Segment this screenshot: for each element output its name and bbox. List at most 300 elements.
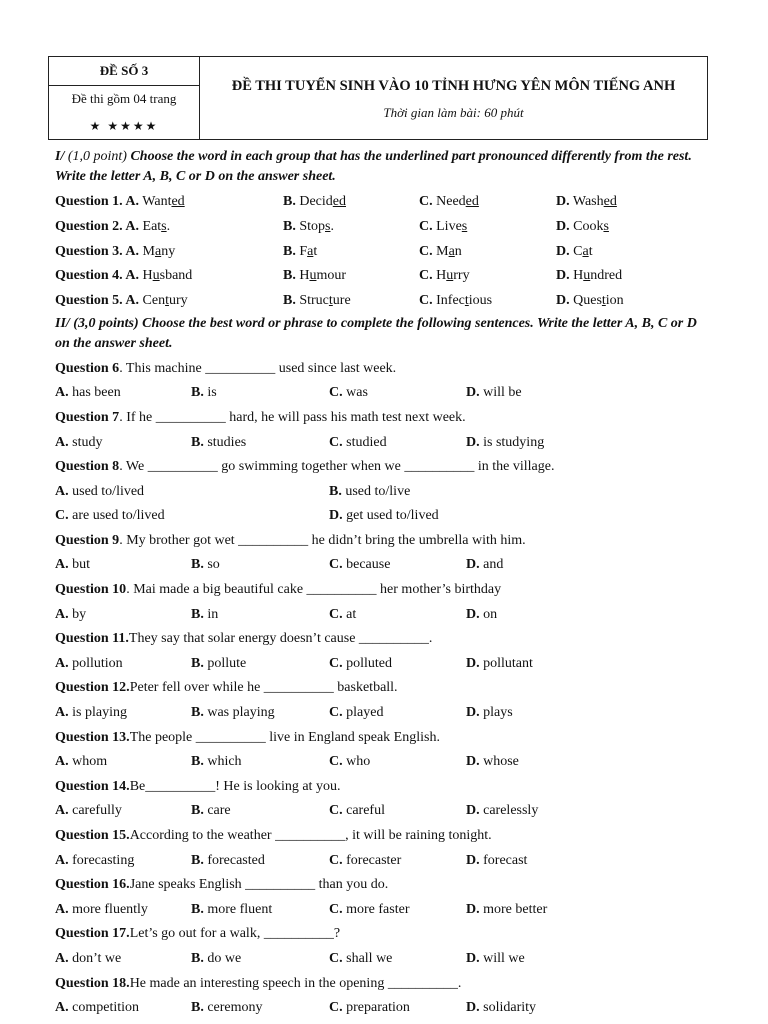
- question-stem: [55, 578, 715, 603]
- question-number: Question 11.: [55, 631, 129, 647]
- option-letter: A.: [55, 557, 69, 573]
- underlined-part: s: [461, 219, 468, 235]
- option-c: [419, 268, 556, 284]
- word-part: Want: [142, 194, 172, 210]
- question-number: Question 8: [55, 459, 120, 475]
- word-part: ure: [332, 293, 351, 309]
- word-part: t: [588, 243, 593, 259]
- option-letter: B.: [191, 901, 204, 917]
- option-text: will we: [479, 950, 525, 966]
- option-b: [191, 607, 329, 623]
- option-text: don’t we: [68, 950, 122, 966]
- option-text: because: [342, 557, 391, 573]
- option-b: [191, 435, 329, 451]
- option-text: carefully: [68, 803, 122, 819]
- option-d: [466, 385, 715, 401]
- option-letter: C.: [419, 293, 433, 309]
- option-a: [55, 385, 191, 401]
- question-stem: [55, 775, 715, 800]
- option-letter: B.: [283, 219, 296, 235]
- question-number: Question 15.: [55, 828, 130, 844]
- option-letter: C.: [329, 557, 343, 573]
- word-part: ndred: [590, 268, 623, 284]
- section-1-points: (1,0 point): [67, 149, 127, 164]
- word-part: Eat: [142, 219, 162, 235]
- option-letter: B.: [329, 483, 342, 499]
- option-b: [191, 557, 329, 573]
- question-number: Question 16.: [55, 877, 130, 893]
- pronunciation-row: [55, 190, 715, 215]
- option-text: solidarity: [479, 1000, 537, 1016]
- pronunciation-row: [55, 215, 715, 240]
- option-text: pollute: [203, 655, 247, 671]
- option-text: which: [203, 754, 242, 770]
- options-row: [55, 553, 715, 578]
- section-2-lead: II/: [55, 316, 70, 332]
- option-letter: C.: [329, 950, 343, 966]
- underlined-part: u: [309, 268, 317, 284]
- section-1-text: Choose the word in each group that has the underlined part pronounced differently from the rest. Write the letter A, B, C or D on the answer sheet.: [55, 149, 692, 184]
- underlined-part: a: [448, 243, 455, 259]
- option-a: [55, 1000, 191, 1016]
- option-letter: B.: [191, 852, 204, 868]
- underlined-part: a: [307, 243, 314, 259]
- option-text: shall we: [342, 950, 393, 966]
- option-d: [466, 853, 715, 869]
- option-b: [283, 293, 419, 309]
- option-a: [55, 435, 191, 451]
- option-letter: B.: [191, 705, 204, 721]
- exam-time: Thời gian làm bài: 60 phút: [383, 104, 524, 120]
- option-a: [55, 656, 191, 672]
- option-d: [466, 951, 715, 967]
- option-text: and: [479, 557, 504, 573]
- option-letter: C.: [419, 243, 433, 259]
- option-letter: C.: [329, 1000, 343, 1016]
- option-letter: B.: [191, 655, 204, 671]
- option-text: is playing: [68, 705, 127, 721]
- option-letter: A.: [55, 803, 69, 819]
- option-text: get used to/lived: [342, 508, 439, 524]
- option-letter: D.: [466, 950, 480, 966]
- word-part: Struc: [299, 293, 329, 309]
- option-c: [329, 385, 466, 401]
- question-stem: [55, 725, 715, 750]
- word-part: Cook: [573, 219, 604, 235]
- option-d: [466, 656, 715, 672]
- word-part: H: [142, 268, 153, 284]
- option-c: [329, 435, 466, 451]
- question-number: Question 12.: [55, 680, 130, 696]
- option-a: [55, 484, 329, 500]
- option-text: forecasting: [68, 852, 135, 868]
- option-d: [466, 754, 715, 770]
- option-letter: A.: [55, 483, 69, 499]
- option-d: [466, 607, 715, 623]
- options-row: [55, 996, 715, 1021]
- question-label: Question 3. A.: [55, 243, 140, 259]
- option-d: [556, 194, 715, 210]
- option-a: [55, 902, 191, 918]
- option-text: forecaster: [342, 852, 402, 868]
- option-letter: A.: [55, 705, 69, 721]
- question-label: Question 4. A.: [55, 268, 140, 284]
- section-2-instructions: [55, 314, 715, 354]
- section-2-points: (3,0 points): [73, 316, 139, 332]
- option-letter: B.: [191, 606, 204, 622]
- option-letter: A.: [55, 606, 69, 622]
- option-text: is: [203, 385, 217, 401]
- option-text: in: [203, 606, 219, 622]
- option-text: played: [342, 705, 384, 721]
- option-a: [55, 607, 191, 623]
- option-a: [55, 557, 191, 573]
- option-b: [191, 754, 329, 770]
- option-letter: C.: [329, 705, 343, 721]
- question-number: Question 9: [55, 532, 120, 548]
- options-row: [55, 799, 715, 824]
- question-label: Question 2. A.: [55, 219, 140, 235]
- option-letter: D.: [466, 434, 480, 450]
- option-c: [419, 194, 556, 210]
- underlined-part: u: [152, 268, 160, 284]
- underlined-part: a: [582, 243, 589, 259]
- option-letter: D.: [466, 655, 480, 671]
- exam-content: [55, 147, 715, 1020]
- word-part: Ques: [573, 293, 602, 309]
- option-a: [55, 853, 191, 869]
- question-text: . If he __________ hard, he will pass his math test next week.: [119, 409, 466, 425]
- question-text: They say that solar energy doesn’t cause __________.: [128, 631, 433, 647]
- option-text: competition: [68, 1000, 140, 1016]
- option-text: forecasted: [203, 852, 265, 868]
- underlined-part: ed: [171, 194, 185, 210]
- option-d: [466, 902, 715, 918]
- word-part: Live: [436, 219, 462, 235]
- question-stem: [55, 824, 715, 849]
- word-part: .: [330, 219, 334, 235]
- option-c: [419, 293, 556, 309]
- word-part: Cen: [142, 293, 166, 309]
- option-d: [329, 508, 715, 524]
- option-a: [55, 268, 283, 284]
- option-b: [191, 803, 329, 819]
- question-stem: [55, 676, 715, 701]
- option-c: [329, 557, 466, 573]
- option-letter: A.: [55, 655, 69, 671]
- exam-title-box: [200, 57, 707, 139]
- option-letter: C.: [329, 655, 343, 671]
- option-text: careful: [342, 803, 385, 819]
- question-number: Question 7: [55, 409, 120, 425]
- question-text: Be__________! He is looking at you.: [129, 778, 341, 794]
- options-row: [55, 898, 715, 923]
- question-text: Let’s go out for a walk, __________?: [129, 926, 341, 942]
- option-c: [419, 219, 556, 235]
- option-text: polluted: [342, 655, 393, 671]
- word-part: H: [436, 268, 447, 284]
- option-letter: B.: [191, 950, 204, 966]
- option-text: study: [68, 434, 103, 450]
- option-letter: B.: [283, 243, 296, 259]
- underlined-part: u: [446, 268, 454, 284]
- option-d: [466, 803, 715, 819]
- option-text: forecast: [479, 852, 528, 868]
- option-letter: B.: [191, 1000, 204, 1016]
- question-number: Question 18.: [55, 975, 130, 991]
- word-part: M: [436, 243, 449, 259]
- option-d: [466, 1000, 715, 1016]
- option-text: was playing: [203, 705, 275, 721]
- option-text: who: [342, 754, 371, 770]
- option-letter: C.: [329, 803, 343, 819]
- option-text: care: [203, 803, 231, 819]
- option-d: [556, 268, 715, 284]
- option-a: [55, 194, 283, 210]
- question-stem: [55, 406, 715, 431]
- question-stem: [55, 356, 715, 381]
- word-part: C: [573, 243, 583, 259]
- option-a: [55, 754, 191, 770]
- underlined-part: s: [325, 219, 331, 235]
- option-b: [191, 902, 329, 918]
- option-text: more fluent: [203, 901, 273, 917]
- option-b: [283, 219, 419, 235]
- word-part: H: [573, 268, 584, 284]
- option-text: whom: [68, 754, 108, 770]
- option-text: at: [342, 606, 357, 622]
- option-d: [466, 557, 715, 573]
- option-letter: D.: [466, 852, 480, 868]
- option-d: [556, 219, 715, 235]
- word-part: .: [166, 219, 171, 235]
- word-part: Decid: [299, 194, 333, 210]
- options-row: [55, 430, 715, 455]
- option-text: whose: [479, 754, 519, 770]
- option-letter: A.: [55, 852, 69, 868]
- option-c: [329, 607, 466, 623]
- option-letter: A.: [55, 1000, 69, 1016]
- option-letter: C.: [329, 754, 343, 770]
- word-part: H: [299, 268, 310, 284]
- option-text: plays: [479, 705, 513, 721]
- question-number: Question 17.: [55, 926, 130, 942]
- options-row: [55, 479, 715, 504]
- question-label: Question 5. A.: [55, 293, 140, 309]
- option-d: [466, 705, 715, 721]
- option-letter: D.: [556, 219, 570, 235]
- option-a: [55, 705, 191, 721]
- option-letter: C.: [329, 901, 343, 917]
- option-d: [556, 293, 715, 309]
- option-a: [55, 219, 283, 235]
- option-a: [55, 293, 283, 309]
- question-text: . Mai made a big beautiful cake __________ her mother’s birthday: [126, 582, 502, 598]
- section-1-instructions: [55, 147, 715, 187]
- option-b: [191, 951, 329, 967]
- options-row: [55, 947, 715, 972]
- option-letter: A.: [55, 754, 69, 770]
- option-letter: D.: [329, 508, 343, 524]
- underlined-part: s: [161, 219, 167, 235]
- option-letter: D.: [466, 803, 480, 819]
- option-letter: A.: [55, 901, 69, 917]
- option-text: more better: [479, 901, 548, 917]
- option-text: was: [342, 385, 368, 401]
- option-text: used to/live: [341, 483, 411, 499]
- option-c: [329, 1000, 466, 1016]
- option-c: [329, 754, 466, 770]
- word-part: sband: [159, 268, 193, 284]
- underlined-part: ed: [465, 194, 479, 210]
- option-text: do we: [203, 950, 242, 966]
- star-rating: ★ ★★★★: [89, 118, 159, 133]
- option-text: studies: [203, 434, 247, 450]
- word-part: F: [299, 243, 308, 259]
- option-letter: B.: [191, 557, 204, 573]
- option-text: carelessly: [479, 803, 539, 819]
- question-stem: [55, 455, 715, 480]
- underlined-part: t: [464, 293, 469, 309]
- option-c: [419, 244, 556, 260]
- question-label: Question 1. A.: [55, 194, 140, 210]
- option-c: [329, 853, 466, 869]
- question-text: Jane speaks English __________ than you do.: [129, 877, 389, 893]
- option-letter: C.: [419, 194, 433, 210]
- word-part: Need: [436, 194, 466, 210]
- question-stem: [55, 922, 715, 947]
- option-c: [329, 705, 466, 721]
- option-d: [556, 244, 715, 260]
- option-letter: D.: [556, 268, 570, 284]
- pronunciation-row: [55, 289, 715, 314]
- question-number: Question 13.: [55, 729, 130, 745]
- option-letter: D.: [466, 1000, 480, 1016]
- underlined-part: ed: [332, 194, 346, 210]
- options-row: [55, 848, 715, 873]
- option-letter: A.: [55, 434, 69, 450]
- option-letter: C.: [419, 219, 433, 235]
- question-text: . My brother got wet __________ he didn’t bring the umbrella with him.: [119, 532, 526, 548]
- option-letter: C.: [55, 508, 69, 524]
- underlined-part: t: [165, 293, 169, 309]
- option-text: on: [479, 606, 498, 622]
- option-letter: B.: [283, 293, 296, 309]
- option-b: [329, 484, 715, 500]
- option-letter: D.: [556, 293, 570, 309]
- question-stem: [55, 627, 715, 652]
- underlined-part: u: [583, 268, 591, 284]
- word-part: M: [142, 243, 155, 259]
- option-b: [191, 705, 329, 721]
- option-text: studied: [342, 434, 387, 450]
- options-row: [55, 652, 715, 677]
- underlined-part: s: [603, 219, 609, 235]
- page-count: Đề thi gồm 04 trang: [71, 91, 177, 107]
- option-text: pollutant: [479, 655, 533, 671]
- underlined-part: t: [601, 293, 606, 309]
- option-text: has been: [68, 385, 121, 401]
- option-letter: C.: [329, 434, 343, 450]
- word-part: rry: [453, 268, 470, 284]
- option-text: will be: [479, 385, 522, 401]
- exam-info-box: [49, 57, 200, 139]
- option-letter: A.: [55, 950, 69, 966]
- pronunciation-questions: [55, 190, 715, 313]
- option-letter: D.: [466, 557, 480, 573]
- option-b: [191, 1000, 329, 1016]
- option-letter: B.: [191, 803, 204, 819]
- question-stem: [55, 971, 715, 996]
- option-b: [191, 385, 329, 401]
- option-letter: D.: [466, 606, 480, 622]
- option-letter: B.: [191, 754, 204, 770]
- underlined-part: a: [154, 243, 162, 259]
- word-part: Stop: [299, 219, 326, 235]
- option-letter: B.: [283, 268, 296, 284]
- option-letter: D.: [556, 243, 570, 259]
- exam-title: ĐỀ THI TUYỂN SINH VÀO 10 TỈNH HƯNG YÊN MÔN TIẾNG ANH: [231, 77, 676, 94]
- word-part: mour: [316, 268, 347, 284]
- options-row: [55, 381, 715, 406]
- question-number: Question 6: [55, 360, 120, 376]
- option-b: [191, 853, 329, 869]
- question-text: He made an interesting speech in the opening __________.: [129, 975, 462, 991]
- option-letter: C.: [329, 852, 343, 868]
- option-b: [283, 268, 419, 284]
- option-letter: D.: [466, 705, 480, 721]
- exam-header: [48, 56, 708, 140]
- section-1-lead: I/: [55, 149, 65, 164]
- option-text: is studying: [479, 434, 545, 450]
- question-number: Question 10: [55, 582, 127, 598]
- question-number: Question 14.: [55, 778, 130, 794]
- question-text: Peter fell over while he __________ basketball.: [129, 680, 398, 696]
- option-a: [55, 244, 283, 260]
- option-a: [55, 951, 191, 967]
- option-letter: C.: [329, 385, 343, 401]
- section-2-text: Choose the best word or phrase to complete the following sentences. Write the letter A, B, C or D on the answer sheet.: [55, 316, 697, 352]
- option-c: [329, 803, 466, 819]
- option-c: [329, 902, 466, 918]
- options-row: [55, 504, 715, 529]
- pronunciation-row: [55, 264, 715, 289]
- word-part: ious: [468, 293, 493, 309]
- word-part: Wash: [572, 194, 604, 210]
- option-text: more faster: [342, 901, 410, 917]
- options-row: [55, 701, 715, 726]
- option-c: [329, 656, 466, 672]
- option-b: [283, 194, 419, 210]
- word-part: t: [313, 243, 318, 259]
- pronunciation-row: [55, 239, 715, 264]
- option-text: are used to/lived: [68, 508, 165, 524]
- question-text: According to the weather __________, it will be raining tonight.: [129, 828, 492, 844]
- option-letter: D.: [466, 385, 480, 401]
- option-text: so: [203, 557, 220, 573]
- underlined-part: t: [328, 293, 333, 309]
- option-text: more fluently: [68, 901, 148, 917]
- option-letter: B.: [191, 385, 204, 401]
- word-part: ury: [168, 293, 188, 309]
- question-text: . This machine __________ used since last week.: [119, 360, 397, 376]
- option-c: [55, 508, 329, 524]
- option-text: pollution: [68, 655, 123, 671]
- word-part: Infec: [436, 293, 465, 309]
- option-b: [283, 244, 419, 260]
- option-letter: D.: [466, 901, 480, 917]
- option-b: [191, 656, 329, 672]
